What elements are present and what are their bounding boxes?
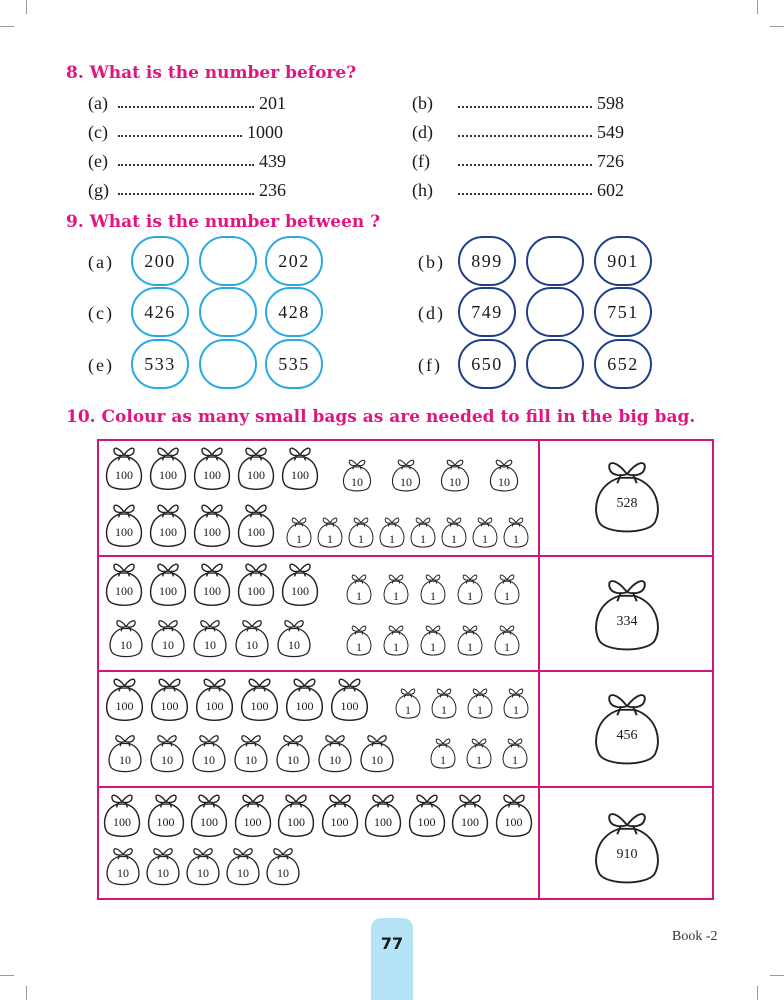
bag-value: 1 bbox=[356, 640, 362, 654]
bag-value: 100 bbox=[115, 525, 133, 539]
bag-value: 100 bbox=[159, 584, 177, 598]
bag-value: 100 bbox=[504, 815, 523, 829]
bag-value: 10 bbox=[371, 753, 383, 767]
page-number-tab bbox=[371, 918, 413, 1000]
one-bag[interactable] bbox=[501, 686, 531, 720]
bag-value: 100 bbox=[287, 815, 305, 829]
hundred-bag[interactable] bbox=[234, 560, 278, 608]
hundred-bag[interactable] bbox=[237, 675, 282, 723]
q8-item bbox=[88, 93, 318, 117]
hundred-bag[interactable] bbox=[327, 675, 372, 723]
bag-value: 10 bbox=[120, 638, 132, 652]
ten-bag[interactable] bbox=[273, 732, 313, 774]
bag-value: 10 bbox=[197, 866, 209, 880]
q8-item-number: 726 bbox=[597, 151, 624, 171]
bag-value: 1 bbox=[504, 640, 510, 654]
bag-value: 100 bbox=[203, 584, 221, 598]
hundred-bag[interactable] bbox=[361, 791, 405, 839]
hundred-bag[interactable] bbox=[318, 791, 362, 839]
q8-item-label: (b) bbox=[412, 93, 433, 113]
hundred-bag[interactable] bbox=[146, 501, 190, 549]
one-bag[interactable] bbox=[500, 736, 530, 770]
hundred-bag[interactable] bbox=[102, 501, 146, 549]
bag-value: 1 bbox=[405, 703, 411, 717]
hundred-bag[interactable] bbox=[190, 560, 234, 608]
bag-value: 10 bbox=[237, 866, 249, 880]
ten-bag[interactable] bbox=[147, 732, 187, 774]
bag-value: 10 bbox=[400, 475, 412, 489]
bag-value: 10 bbox=[117, 866, 129, 880]
ten-bag[interactable] bbox=[315, 732, 355, 774]
hundred-bag[interactable] bbox=[100, 791, 144, 839]
one-bag[interactable] bbox=[381, 623, 411, 657]
one-bag[interactable] bbox=[393, 686, 423, 720]
one-bag[interactable] bbox=[492, 623, 522, 657]
bag-value: 456 bbox=[616, 728, 638, 743]
big-bag bbox=[588, 807, 666, 887]
bag-value: 1 bbox=[358, 532, 364, 546]
crop-mark bbox=[770, 26, 784, 27]
ten-bag[interactable] bbox=[274, 617, 314, 659]
bag-value: 100 bbox=[247, 468, 265, 482]
bag-value: 100 bbox=[461, 815, 479, 829]
one-bag[interactable] bbox=[464, 736, 494, 770]
q9-answer-bubble[interactable] bbox=[199, 236, 257, 286]
ten-bag[interactable] bbox=[183, 845, 223, 887]
hundred-bag[interactable] bbox=[274, 791, 318, 839]
ten-bag[interactable] bbox=[189, 732, 229, 774]
big-bag bbox=[588, 456, 666, 536]
q8-item bbox=[412, 93, 642, 117]
bag-value: 1 bbox=[441, 703, 447, 717]
hundred-bag[interactable] bbox=[234, 501, 278, 549]
ten-bag[interactable] bbox=[232, 617, 272, 659]
q10-heading: 10. Colour as many small bags as are needed to fill in the big bag. bbox=[66, 407, 696, 427]
q9-answer-bubble[interactable] bbox=[526, 339, 584, 389]
bag-value: 1 bbox=[504, 589, 510, 603]
q9-first-number: 426 bbox=[131, 287, 189, 337]
hundred-bag[interactable] bbox=[102, 444, 146, 492]
one-bag[interactable] bbox=[501, 515, 531, 549]
q8-item-label: (c) bbox=[88, 122, 108, 142]
hundred-bag[interactable] bbox=[102, 560, 146, 608]
hundred-bag[interactable] bbox=[231, 791, 275, 839]
q9-item-label: (d) bbox=[418, 303, 445, 323]
one-bag[interactable] bbox=[455, 623, 485, 657]
bag-value: 1 bbox=[513, 703, 519, 717]
hundred-bag[interactable] bbox=[234, 444, 278, 492]
hundred-bag[interactable] bbox=[282, 675, 327, 723]
hundred-bag[interactable] bbox=[405, 791, 449, 839]
q9-first-number: 650 bbox=[458, 339, 516, 389]
one-bag[interactable] bbox=[284, 515, 314, 549]
hundred-bag[interactable] bbox=[448, 791, 492, 839]
table-row-divider bbox=[97, 670, 714, 672]
bag-value: 100 bbox=[374, 815, 392, 829]
crop-mark bbox=[0, 26, 14, 27]
q9-last-number: 751 bbox=[594, 287, 652, 337]
q9-item-label: (a) bbox=[88, 252, 114, 272]
bag-value: 334 bbox=[616, 614, 638, 629]
ten-bag[interactable] bbox=[106, 617, 146, 659]
ten-bag[interactable] bbox=[389, 457, 423, 493]
bag-value: 100 bbox=[417, 815, 436, 829]
bag-value: 1 bbox=[393, 589, 399, 603]
q9-item-label: (e) bbox=[88, 355, 114, 375]
q8-heading: 8. What is the number before? bbox=[66, 63, 357, 83]
q8-item-label: (e) bbox=[88, 151, 108, 171]
q9-last-number: 428 bbox=[265, 287, 323, 337]
bag-value: 10 bbox=[246, 638, 258, 652]
bag-value: 100 bbox=[115, 699, 134, 713]
one-bag[interactable] bbox=[439, 515, 469, 549]
bag-value: 1 bbox=[389, 532, 395, 546]
bag-value: 100 bbox=[243, 815, 262, 829]
q9-answer-bubble[interactable] bbox=[526, 236, 584, 286]
q9-heading: 9. What is the number between ? bbox=[66, 212, 381, 232]
page-number: 77 bbox=[380, 934, 404, 953]
q8-item-number: 549 bbox=[597, 122, 624, 142]
crop-mark bbox=[757, 0, 758, 14]
hundred-bag[interactable] bbox=[146, 560, 190, 608]
q8-item-number: 439 bbox=[259, 151, 286, 171]
bag-value: 100 bbox=[247, 525, 265, 539]
bag-value: 1 bbox=[513, 532, 519, 546]
ten-bag[interactable] bbox=[103, 845, 143, 887]
bag-value: 1 bbox=[430, 589, 436, 603]
bag-value: 100 bbox=[330, 815, 349, 829]
q8-item bbox=[88, 122, 318, 146]
q8-item-label: (f) bbox=[412, 151, 430, 171]
q8-answer-blank[interactable] bbox=[458, 164, 592, 166]
q9-item-label: (f) bbox=[418, 355, 442, 375]
one-bag[interactable] bbox=[344, 623, 374, 657]
q8-item-label: (d) bbox=[412, 122, 433, 142]
hundred-bag[interactable] bbox=[190, 501, 234, 549]
bag-value: 100 bbox=[291, 584, 309, 598]
bag-value: 10 bbox=[329, 753, 341, 767]
bag-value: 100 bbox=[115, 584, 133, 598]
q8-answer-blank[interactable] bbox=[118, 193, 254, 195]
bag-value: 100 bbox=[200, 815, 218, 829]
crop-mark bbox=[757, 986, 758, 1000]
table-column-divider bbox=[538, 439, 540, 900]
bag-value: 10 bbox=[288, 638, 300, 652]
bag-value: 100 bbox=[159, 525, 177, 539]
q9-answer-bubble[interactable] bbox=[199, 339, 257, 389]
one-bag[interactable] bbox=[455, 572, 485, 606]
bag-value: 100 bbox=[250, 699, 269, 713]
bag-value: 100 bbox=[115, 468, 133, 482]
ten-bag[interactable] bbox=[263, 845, 303, 887]
ten-bag[interactable] bbox=[357, 732, 397, 774]
q9-first-number: 200 bbox=[131, 236, 189, 286]
hundred-bag[interactable] bbox=[278, 560, 322, 608]
bag-value: 10 bbox=[287, 753, 299, 767]
one-bag[interactable] bbox=[418, 623, 448, 657]
q8-item-label: (a) bbox=[88, 93, 108, 113]
bag-value: 1 bbox=[327, 532, 333, 546]
bag-value: 100 bbox=[156, 815, 175, 829]
hundred-bag[interactable] bbox=[144, 791, 188, 839]
crop-mark bbox=[26, 986, 27, 1000]
one-bag[interactable] bbox=[381, 572, 411, 606]
ten-bag[interactable] bbox=[190, 617, 230, 659]
table-row-divider bbox=[97, 786, 714, 788]
hundred-bag[interactable] bbox=[192, 675, 237, 723]
q8-item-number: 1000 bbox=[247, 122, 283, 142]
bag-value: 100 bbox=[160, 699, 179, 713]
q9-answer-bubble[interactable] bbox=[526, 287, 584, 337]
bag-value: 528 bbox=[616, 496, 638, 511]
one-bag[interactable] bbox=[315, 515, 345, 549]
bag-value: 10 bbox=[277, 866, 289, 880]
q9-item-label: (b) bbox=[418, 252, 445, 272]
hundred-bag[interactable] bbox=[146, 444, 190, 492]
q8-item bbox=[412, 122, 642, 146]
crop-mark bbox=[770, 975, 784, 976]
q8-answer-blank[interactable] bbox=[458, 135, 592, 137]
bag-value: 10 bbox=[498, 475, 510, 489]
bag-value: 100 bbox=[113, 815, 131, 829]
q8-item-number: 236 bbox=[259, 180, 286, 200]
one-bag[interactable] bbox=[344, 572, 374, 606]
bag-value: 10 bbox=[449, 475, 461, 489]
ten-bag[interactable] bbox=[143, 845, 183, 887]
crop-mark bbox=[26, 0, 27, 14]
bag-value: 100 bbox=[295, 699, 314, 713]
ten-bag[interactable] bbox=[105, 732, 145, 774]
bag-value: 100 bbox=[203, 525, 221, 539]
bag-value: 1 bbox=[296, 532, 302, 546]
bag-value: 10 bbox=[119, 753, 131, 767]
bag-value: 1 bbox=[512, 753, 518, 767]
bag-value: 100 bbox=[159, 468, 177, 482]
one-bag[interactable] bbox=[377, 515, 407, 549]
q9-first-number: 533 bbox=[131, 339, 189, 389]
bag-value: 100 bbox=[340, 699, 359, 713]
q8-item-label: (g) bbox=[88, 180, 109, 200]
bag-value: 1 bbox=[482, 532, 488, 546]
hundred-bag[interactable] bbox=[190, 444, 234, 492]
bag-value: 10 bbox=[204, 638, 216, 652]
q9-last-number: 202 bbox=[265, 236, 323, 286]
q9-last-number: 901 bbox=[594, 236, 652, 286]
q8-answer-blank[interactable] bbox=[458, 193, 592, 195]
q8-item-label: (h) bbox=[412, 180, 433, 200]
bag-value: 10 bbox=[157, 866, 169, 880]
bag-value: 1 bbox=[451, 532, 457, 546]
bag-value: 1 bbox=[393, 640, 399, 654]
ten-bag[interactable] bbox=[231, 732, 271, 774]
bag-value: 1 bbox=[430, 640, 436, 654]
hundred-bag[interactable] bbox=[102, 675, 147, 723]
q8-item bbox=[412, 180, 642, 204]
q9-answer-bubble[interactable] bbox=[199, 287, 257, 337]
q9-item-label: (c) bbox=[88, 303, 114, 323]
bag-value: 10 bbox=[245, 753, 257, 767]
bag-value: 10 bbox=[351, 475, 363, 489]
bag-value: 1 bbox=[467, 640, 473, 654]
q8-item-number: 602 bbox=[597, 180, 624, 200]
book-label: Book -2 bbox=[672, 929, 718, 944]
one-bag[interactable] bbox=[470, 515, 500, 549]
one-bag[interactable] bbox=[428, 736, 458, 770]
ten-bag[interactable] bbox=[340, 457, 374, 493]
q9-last-number: 535 bbox=[265, 339, 323, 389]
one-bag[interactable] bbox=[465, 686, 495, 720]
q8-answer-blank[interactable] bbox=[458, 106, 592, 108]
bag-value: 100 bbox=[203, 468, 221, 482]
bag-value: 10 bbox=[203, 753, 215, 767]
bag-value: 1 bbox=[356, 589, 362, 603]
bag-value: 1 bbox=[477, 703, 483, 717]
one-bag[interactable] bbox=[429, 686, 459, 720]
q9-first-number: 749 bbox=[458, 287, 516, 337]
ten-bag[interactable] bbox=[487, 457, 521, 493]
hundred-bag[interactable] bbox=[278, 444, 322, 492]
bag-value: 100 bbox=[247, 584, 265, 598]
hundred-bag[interactable] bbox=[187, 791, 231, 839]
bag-value: 1 bbox=[420, 532, 426, 546]
q9-last-number: 652 bbox=[594, 339, 652, 389]
hundred-bag[interactable] bbox=[147, 675, 192, 723]
ten-bag[interactable] bbox=[148, 617, 188, 659]
bag-value: 10 bbox=[162, 638, 174, 652]
one-bag[interactable] bbox=[418, 572, 448, 606]
hundred-bag[interactable] bbox=[492, 791, 536, 839]
q8-item bbox=[412, 151, 642, 175]
q8-answer-blank[interactable] bbox=[118, 164, 254, 166]
ten-bag[interactable] bbox=[223, 845, 263, 887]
bag-value: 910 bbox=[616, 847, 638, 862]
q8-answer-blank[interactable] bbox=[118, 135, 242, 137]
q8-item bbox=[88, 151, 318, 175]
bag-value: 100 bbox=[205, 699, 224, 713]
bag-value: 1 bbox=[476, 753, 482, 767]
big-bag bbox=[588, 574, 666, 654]
ten-bag[interactable] bbox=[438, 457, 472, 493]
q9-first-number: 899 bbox=[458, 236, 516, 286]
one-bag[interactable] bbox=[492, 572, 522, 606]
q8-item-number: 201 bbox=[259, 93, 286, 113]
bag-value: 1 bbox=[440, 753, 446, 767]
q8-item-number: 598 bbox=[597, 93, 624, 113]
q8-answer-blank[interactable] bbox=[118, 106, 254, 108]
big-bag bbox=[588, 688, 666, 768]
q8-item bbox=[88, 180, 318, 204]
table-row-divider bbox=[97, 555, 714, 557]
bag-value: 100 bbox=[291, 468, 309, 482]
crop-mark bbox=[0, 975, 14, 976]
one-bag[interactable] bbox=[408, 515, 438, 549]
bag-value: 10 bbox=[161, 753, 173, 767]
bag-value: 1 bbox=[467, 589, 473, 603]
one-bag[interactable] bbox=[346, 515, 376, 549]
